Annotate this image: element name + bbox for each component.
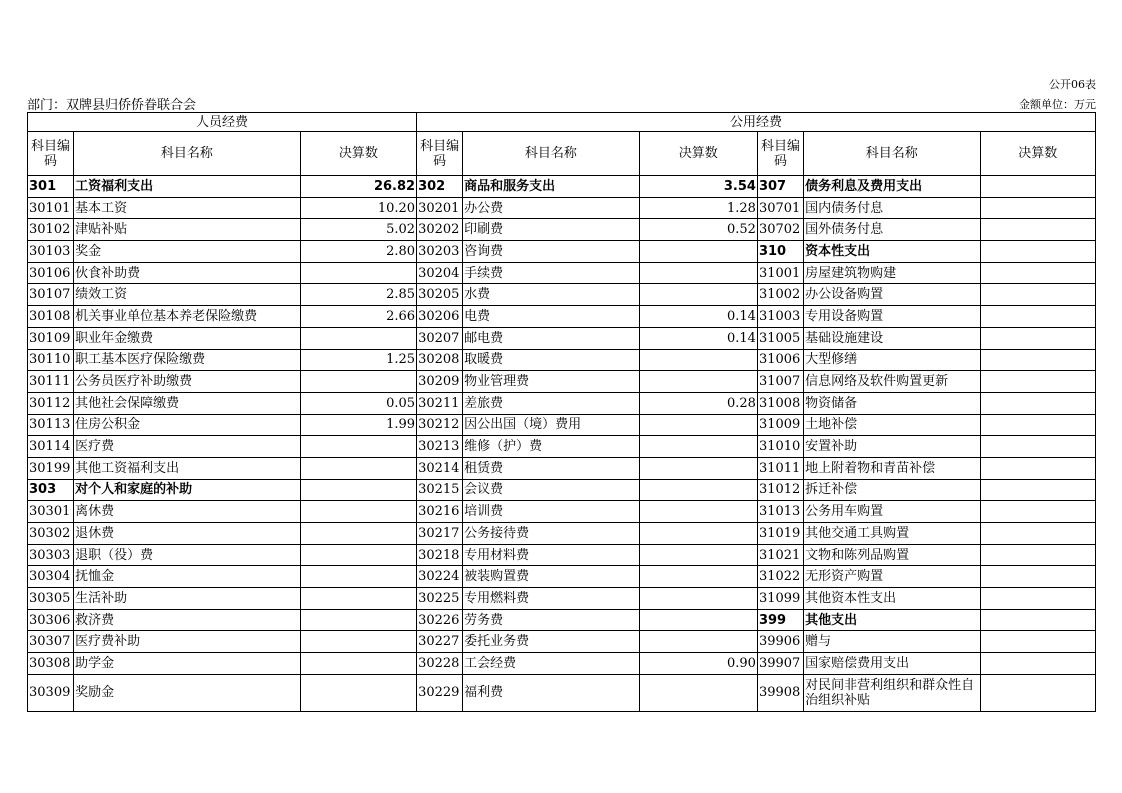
subject-code: 30109 (28, 327, 74, 349)
subject-name: 其他交通工具购置 (804, 523, 980, 545)
amount-value (980, 262, 1095, 284)
subject-code: 30217 (417, 523, 463, 545)
amount-value: 1.28 (639, 197, 757, 219)
subject-name: 租赁费 (463, 457, 639, 479)
subject-code: 30199 (28, 457, 74, 479)
subject-name: 奖金 (74, 241, 301, 263)
unit-label: 金额单位：万元 (1019, 98, 1096, 111)
amount-value (300, 501, 416, 523)
subject-code: 31009 (757, 414, 803, 436)
subject-code: 30301 (28, 501, 74, 523)
subject-name: 大型修缮 (804, 349, 980, 371)
subject-code: 310 (757, 241, 803, 263)
subject-code: 30203 (417, 241, 463, 263)
table-row (28, 241, 1096, 263)
amount-value: 2.80 (300, 241, 416, 263)
subject-name: 医疗费补助 (74, 631, 301, 653)
amount-value (300, 588, 416, 610)
amount-value (980, 566, 1095, 588)
amount-value (639, 501, 757, 523)
subject-code: 30701 (757, 197, 803, 219)
subject-name: 福利费 (463, 674, 639, 711)
subject-code: 39907 (757, 653, 803, 675)
subject-code: 31012 (757, 479, 803, 501)
subject-code: 31007 (757, 371, 803, 393)
table-row (28, 327, 1096, 349)
amount-value: 0.14 (639, 306, 757, 328)
subject-name: 差旅费 (463, 392, 639, 414)
amount-column-header: 决算数 (639, 132, 757, 176)
table-row (28, 523, 1096, 545)
subject-code: 30209 (417, 371, 463, 393)
amount-value (639, 436, 757, 458)
subject-name: 离休费 (74, 501, 301, 523)
amount-value: 1.25 (300, 349, 416, 371)
amount-value (639, 523, 757, 545)
group-header-row (28, 113, 1096, 132)
subject-code: 30307 (28, 631, 74, 653)
table-row (28, 544, 1096, 566)
subject-code: 30207 (417, 327, 463, 349)
amount-value (639, 588, 757, 610)
subject-code: 30110 (28, 349, 74, 371)
subject-code: 31005 (757, 327, 803, 349)
subject-name: 工资福利支出 (74, 176, 301, 198)
subject-name: 专用材料费 (463, 544, 639, 566)
amount-value (639, 631, 757, 653)
subject-code: 30308 (28, 653, 74, 675)
subject-code: 30227 (417, 631, 463, 653)
subject-name: 国内债务付息 (804, 197, 980, 219)
subject-code: 399 (757, 609, 803, 631)
subject-name: 拆迁补偿 (804, 479, 980, 501)
subject-name: 其他支出 (804, 609, 980, 631)
subject-code: 303 (28, 479, 74, 501)
subject-name: 生活补助 (74, 588, 301, 610)
subject-name: 国外债务付息 (804, 219, 980, 241)
table-row (28, 631, 1096, 653)
subject-name: 专用设备购置 (804, 306, 980, 328)
subject-code: 30111 (28, 371, 74, 393)
subject-name: 文物和陈列品购置 (804, 544, 980, 566)
amount-value (980, 349, 1095, 371)
amount-value: 10.20 (300, 197, 416, 219)
subject-code: 30304 (28, 566, 74, 588)
code-column-header: 科目编码 (28, 132, 74, 176)
subject-code: 30108 (28, 306, 74, 328)
subject-code: 30215 (417, 479, 463, 501)
subject-name: 公务接待费 (463, 523, 639, 545)
table-row (28, 436, 1096, 458)
subject-name: 咨询费 (463, 241, 639, 263)
amount-value (980, 284, 1095, 306)
subject-code: 30309 (28, 674, 74, 711)
subject-name: 信息网络及软件购置更新 (804, 371, 980, 393)
subject-name: 无形资产购置 (804, 566, 980, 588)
subject-code: 307 (757, 176, 803, 198)
subject-code: 30103 (28, 241, 74, 263)
subject-name: 资本性支出 (804, 241, 980, 263)
amount-value (300, 479, 416, 501)
subject-code: 30212 (417, 414, 463, 436)
subject-name: 手续费 (463, 262, 639, 284)
amount-value: 0.90 (639, 653, 757, 675)
subject-name: 会议费 (463, 479, 639, 501)
subject-code: 31006 (757, 349, 803, 371)
subject-name: 其他资本性支出 (804, 588, 980, 610)
subject-name: 其他工资福利支出 (74, 457, 301, 479)
amount-value (980, 176, 1095, 198)
subject-name: 工会经费 (463, 653, 639, 675)
subject-code: 30214 (417, 457, 463, 479)
subject-code: 30228 (417, 653, 463, 675)
subject-name: 助学金 (74, 653, 301, 675)
subject-code: 30101 (28, 197, 74, 219)
table-row (28, 653, 1096, 675)
amount-value (980, 674, 1095, 711)
subject-name: 因公出国（境）费用 (463, 414, 639, 436)
code-column-header: 科目编码 (757, 132, 803, 176)
form-number: 公开06表 (1049, 78, 1096, 91)
subject-name: 水费 (463, 284, 639, 306)
amount-value (639, 414, 757, 436)
amount-value (300, 371, 416, 393)
amount-value (639, 544, 757, 566)
subject-name: 国家赔偿费用支出 (804, 653, 980, 675)
subject-code: 31021 (757, 544, 803, 566)
amount-value: 0.28 (639, 392, 757, 414)
subject-name: 职业年金缴费 (74, 327, 301, 349)
subject-code: 30216 (417, 501, 463, 523)
amount-value (980, 631, 1095, 653)
subject-name: 商品和服务支出 (463, 176, 639, 198)
subject-name: 土地补偿 (804, 414, 980, 436)
subject-code: 30114 (28, 436, 74, 458)
amount-column-header: 决算数 (980, 132, 1095, 176)
subject-name: 物资储备 (804, 392, 980, 414)
subject-code: 30226 (417, 609, 463, 631)
subject-code: 30113 (28, 414, 74, 436)
subject-code: 30204 (417, 262, 463, 284)
amount-value (639, 371, 757, 393)
amount-value (300, 457, 416, 479)
subject-name: 物业管理费 (463, 371, 639, 393)
subject-name: 其他社会保障缴费 (74, 392, 301, 414)
table-row (28, 501, 1096, 523)
table-row (28, 219, 1096, 241)
table-row (28, 197, 1096, 219)
subject-code: 31099 (757, 588, 803, 610)
subject-code: 30702 (757, 219, 803, 241)
table-row (28, 457, 1096, 479)
subject-name: 机关事业单位基本养老保险缴费 (74, 306, 301, 328)
amount-value: 5.02 (300, 219, 416, 241)
public-expense-header: 公用经费 (417, 113, 1096, 132)
amount-value (980, 392, 1095, 414)
subject-name: 取暖费 (463, 349, 639, 371)
subject-name: 劳务费 (463, 609, 639, 631)
subject-code: 30225 (417, 588, 463, 610)
amount-value: 0.52 (639, 219, 757, 241)
table-row (28, 609, 1096, 631)
subject-name: 办公设备购置 (804, 284, 980, 306)
subject-code: 30213 (417, 436, 463, 458)
amount-value (300, 674, 416, 711)
table-row (28, 414, 1096, 436)
subject-code: 301 (28, 176, 74, 198)
subject-name: 退职（役）费 (74, 544, 301, 566)
subject-code: 302 (417, 176, 463, 198)
subject-name: 抚恤金 (74, 566, 301, 588)
subject-name: 办公费 (463, 197, 639, 219)
subject-name: 专用燃料费 (463, 588, 639, 610)
subject-code: 31002 (757, 284, 803, 306)
subject-name: 债务利息及费用支出 (804, 176, 980, 198)
subject-name: 住房公积金 (74, 414, 301, 436)
table-row (28, 566, 1096, 588)
amount-value: 26.82 (300, 176, 416, 198)
amount-value (639, 284, 757, 306)
subject-name: 救济费 (74, 609, 301, 631)
subject-name: 培训费 (463, 501, 639, 523)
amount-value (980, 436, 1095, 458)
amount-value (980, 371, 1095, 393)
amount-value: 3.54 (639, 176, 757, 198)
subject-code: 30112 (28, 392, 74, 414)
amount-value (300, 523, 416, 545)
amount-value (980, 197, 1095, 219)
amount-value (980, 306, 1095, 328)
subject-name: 房屋建筑物购建 (804, 262, 980, 284)
subject-code: 30205 (417, 284, 463, 306)
table-row (28, 674, 1096, 711)
amount-value (639, 457, 757, 479)
subject-code: 31010 (757, 436, 803, 458)
subject-name: 基本工资 (74, 197, 301, 219)
subject-code: 30218 (417, 544, 463, 566)
subject-code: 30211 (417, 392, 463, 414)
amount-value (300, 436, 416, 458)
amount-value (980, 501, 1095, 523)
personnel-expense-header: 人员经费 (28, 113, 417, 132)
amount-value (300, 327, 416, 349)
subject-code: 30107 (28, 284, 74, 306)
amount-value (639, 674, 757, 711)
amount-value (980, 588, 1095, 610)
amount-value (300, 631, 416, 653)
subject-code: 30302 (28, 523, 74, 545)
column-header-row (28, 132, 1096, 176)
subject-name: 安置补助 (804, 436, 980, 458)
subject-name: 印刷费 (463, 219, 639, 241)
subject-name: 维修（护）费 (463, 436, 639, 458)
subject-code: 30208 (417, 349, 463, 371)
amount-value (639, 609, 757, 631)
amount-value (639, 566, 757, 588)
department-label: 部门：双牌县归侨侨眷联合会 (27, 98, 197, 113)
subject-code: 39906 (757, 631, 803, 653)
amount-column-header: 决算数 (300, 132, 416, 176)
subject-name: 职工基本医疗保险缴费 (74, 349, 301, 371)
table-row (28, 262, 1096, 284)
subject-name: 被装购置费 (463, 566, 639, 588)
amount-value: 1.99 (300, 414, 416, 436)
subject-code: 30201 (417, 197, 463, 219)
amount-value: 0.05 (300, 392, 416, 414)
subject-code: 30305 (28, 588, 74, 610)
subject-name: 公务用车购置 (804, 501, 980, 523)
amount-value (980, 327, 1095, 349)
code-column-header: 科目编码 (417, 132, 463, 176)
amount-value (300, 566, 416, 588)
amount-value: 2.66 (300, 306, 416, 328)
subject-name: 对民间非营利组织和群众性自治组织补贴 (804, 674, 980, 711)
table-row (28, 371, 1096, 393)
subject-name: 委托业务费 (463, 631, 639, 653)
amount-value (980, 241, 1095, 263)
amount-value (300, 262, 416, 284)
subject-name: 地上附着物和青苗补偿 (804, 457, 980, 479)
subject-code: 39908 (757, 674, 803, 711)
table-row (28, 392, 1096, 414)
subject-name: 伙食补助费 (74, 262, 301, 284)
subject-code: 31019 (757, 523, 803, 545)
subject-code: 30224 (417, 566, 463, 588)
subject-code: 31013 (757, 501, 803, 523)
table-row (28, 284, 1096, 306)
amount-value (300, 544, 416, 566)
amount-value (980, 653, 1095, 675)
amount-value (980, 414, 1095, 436)
amount-value (980, 523, 1095, 545)
expenditure-table (27, 112, 1096, 712)
subject-name: 邮电费 (463, 327, 639, 349)
table-row (28, 306, 1096, 328)
subject-code: 31022 (757, 566, 803, 588)
subject-name: 退休费 (74, 523, 301, 545)
subject-name: 奖励金 (74, 674, 301, 711)
table-row (28, 349, 1096, 371)
subject-code: 30106 (28, 262, 74, 284)
subject-code: 30306 (28, 609, 74, 631)
amount-value (980, 219, 1095, 241)
subject-code: 30206 (417, 306, 463, 328)
subject-name: 公务员医疗补助缴费 (74, 371, 301, 393)
amount-value (980, 457, 1095, 479)
amount-value: 2.85 (300, 284, 416, 306)
subject-code: 31011 (757, 457, 803, 479)
subject-name: 基础设施建设 (804, 327, 980, 349)
subject-code: 30202 (417, 219, 463, 241)
subject-code: 31003 (757, 306, 803, 328)
amount-value: 0.14 (639, 327, 757, 349)
amount-value (300, 609, 416, 631)
subject-code: 31008 (757, 392, 803, 414)
amount-value (980, 479, 1095, 501)
subject-code: 31001 (757, 262, 803, 284)
subject-name: 赠与 (804, 631, 980, 653)
amount-value (639, 241, 757, 263)
subject-name: 医疗费 (74, 436, 301, 458)
amount-value (980, 609, 1095, 631)
subject-name: 对个人和家庭的补助 (74, 479, 301, 501)
subject-code: 30303 (28, 544, 74, 566)
subject-code: 30229 (417, 674, 463, 711)
subject-code: 30102 (28, 219, 74, 241)
amount-value (639, 262, 757, 284)
amount-value (980, 544, 1095, 566)
subject-name: 绩效工资 (74, 284, 301, 306)
name-column-header: 科目名称 (804, 132, 980, 176)
table-row (28, 588, 1096, 610)
table-row (28, 479, 1096, 501)
subject-name: 津贴补贴 (74, 219, 301, 241)
amount-value (300, 653, 416, 675)
table-row (28, 176, 1096, 198)
name-column-header: 科目名称 (463, 132, 639, 176)
amount-value (639, 479, 757, 501)
subject-name: 电费 (463, 306, 639, 328)
name-column-header: 科目名称 (74, 132, 301, 176)
amount-value (639, 349, 757, 371)
